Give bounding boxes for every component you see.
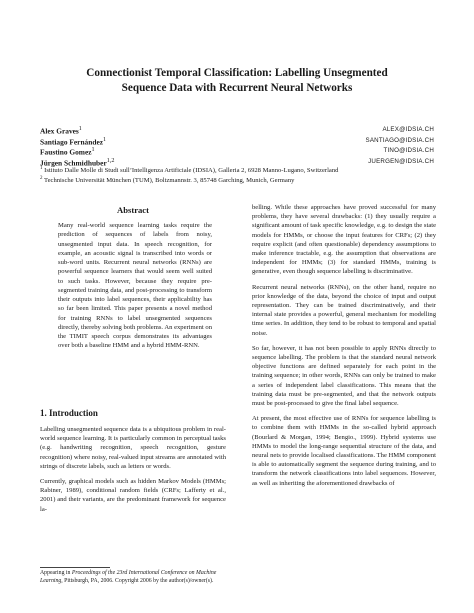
affiliation-2 [40, 175, 434, 185]
author-row [40, 136, 434, 147]
author-name: Jürgen Schmidhuber [40, 158, 107, 168]
affiliation-1 [40, 165, 434, 175]
abstract-text: Many real-world sequence learning tasks require the prediction of sequences of labels from noisy, unsegmented input data. In speech recognition, for example, an acoustic signal is transcribed into words or sub-word units. Recurrent neural networks (RNNs) are powerful sequence learners that would seem well suited to such tasks. However, because they require pre-segmented training data, and post-processing to transform their outputs into label sequences, their applicability has so far been limited. This paper presents a novel method for training RNNs to label unsegmented sequences directly, thereby solving both problems. An experiment on the TIMIT speech corpus demonstrates its advantages over both a baseline HMM and a hybrid HMM-RNN. [58, 222, 212, 350]
author-sup: 1 [91, 147, 95, 154]
footnote-suffix: , Pittsburgh, PA, 2006. Copyright 2006 by the author(s)/owner(s). [61, 577, 214, 584]
author-name: Santiago Fernández [40, 137, 104, 147]
author-sup: 1 [78, 126, 82, 132]
abstract-heading: Abstract [117, 205, 149, 215]
author-email: JUERGEN@IDSIA.CH [368, 158, 434, 166]
paragraph: Labelling unsegmented sequence data is a ubiquitous problem in real-world sequence learning. It is particularly common in perceptual tasks (e.g. handwriting recognition, speech recognition, gesture recognition) where noisy, real-valued input streams are annotated with strings of discrete labels, such as letters or words. [40, 426, 226, 470]
affiliation-sup: 2 [40, 176, 43, 181]
right-column-body [252, 203, 436, 494]
title-line-1: Connectionist Temporal Classification: Labelling Unsegmented [86, 67, 388, 79]
affiliation-text: Istituto Dalle Molle di Studi sull’Intelligenza Artificiale (IDSIA), Galleria 2, 6928 Manno-Lugano, Switzerland [44, 167, 339, 175]
author-name: Alex Graves [40, 126, 79, 136]
footnote-prefix: Appearing in [40, 570, 71, 576]
author-row [40, 146, 434, 157]
author-sup: 1,2 [106, 158, 115, 165]
author-sup: 1 [103, 136, 107, 143]
paragraph: belling. While these approaches have proved successful for many problems, they have several drawbacks: (1) they usually require a significant amount of task specific knowledge, e.g. to design the state models for HMMs, or choose the input features for CRFs; (2) they require explicit (and often questionable) dependency assumptions to make inference tractable, e.g. the assumption that observations are independent for HMMs; (3) for standard HMMs, training is generative, even though sequence labelling is discriminative. [252, 204, 436, 276]
affiliation-text: Technische Universität München (TUM), Boltzmannstr. 3, 85748 Garching, Munich, Germany [44, 177, 295, 185]
author-email: SANTIAGO@IDSIA.CH [365, 136, 434, 144]
paragraph: So far, however, it has not been possible to apply RNNs directly to sequence labelling. The problem is that the standard neural network objective functions are defined separately for each point in the training sequence; in other words, RNNs can only be trained to make a series of independent label classifications. This means that the training data must be pre-segmented, and that the network outputs must be post-processed to give the final label sequence. [252, 344, 436, 408]
copyright-footnote [40, 570, 226, 585]
introduction-body [40, 425, 226, 520]
paragraph: Recurrent neural networks (RNNs), on the other hand, require no prior knowledge of the data, beyond the choice of input and output representation. They can be trained discriminatively, and their internal state provides a powerful, general mechanism for modelling time series. In addition, they tend to be robust to temporal and spatial noise. [252, 283, 436, 337]
author-email: TINO@IDSIA.CH [383, 147, 434, 155]
author-email: ALEX@IDSIA.CH [382, 126, 434, 133]
paper-title [40, 66, 434, 96]
author-list [40, 125, 434, 168]
footnote-divider [40, 567, 110, 568]
affiliation-sup: 1 [40, 166, 43, 171]
section-heading-introduction: 1. Introduction [40, 408, 98, 418]
paragraph: Currently, graphical models such as hidden Markov Models (HMMs; Rabiner, 1989), conditional random fields (CRFs; Lafferty et al., 2001) and their variants, are the predominant framework for sequence la- [40, 478, 226, 513]
author-name: Faustino Gomez [40, 147, 92, 157]
author-row [40, 125, 434, 136]
paragraph: At present, the most effective use of RNNs for sequence labelling is to combine them with HMMs in the so-called hybrid approach (Bourlard & Morgan, 1994; Bengio., 1999). Hybrid systems use HMMs to model the long-range sequential structure of the data, and neural nets to provide localised classifications. The HMM component is able to automatically segment the sequence during training, and to transform the network classifications into label sequences. However, as well as inheriting the aforementioned drawbacks of [252, 415, 436, 487]
title-line-2: Sequence Data with Recurrent Neural Networks [121, 82, 353, 94]
footnote-venue: Proceedings of the 23rd International Conference on Machine Learning [40, 570, 217, 584]
